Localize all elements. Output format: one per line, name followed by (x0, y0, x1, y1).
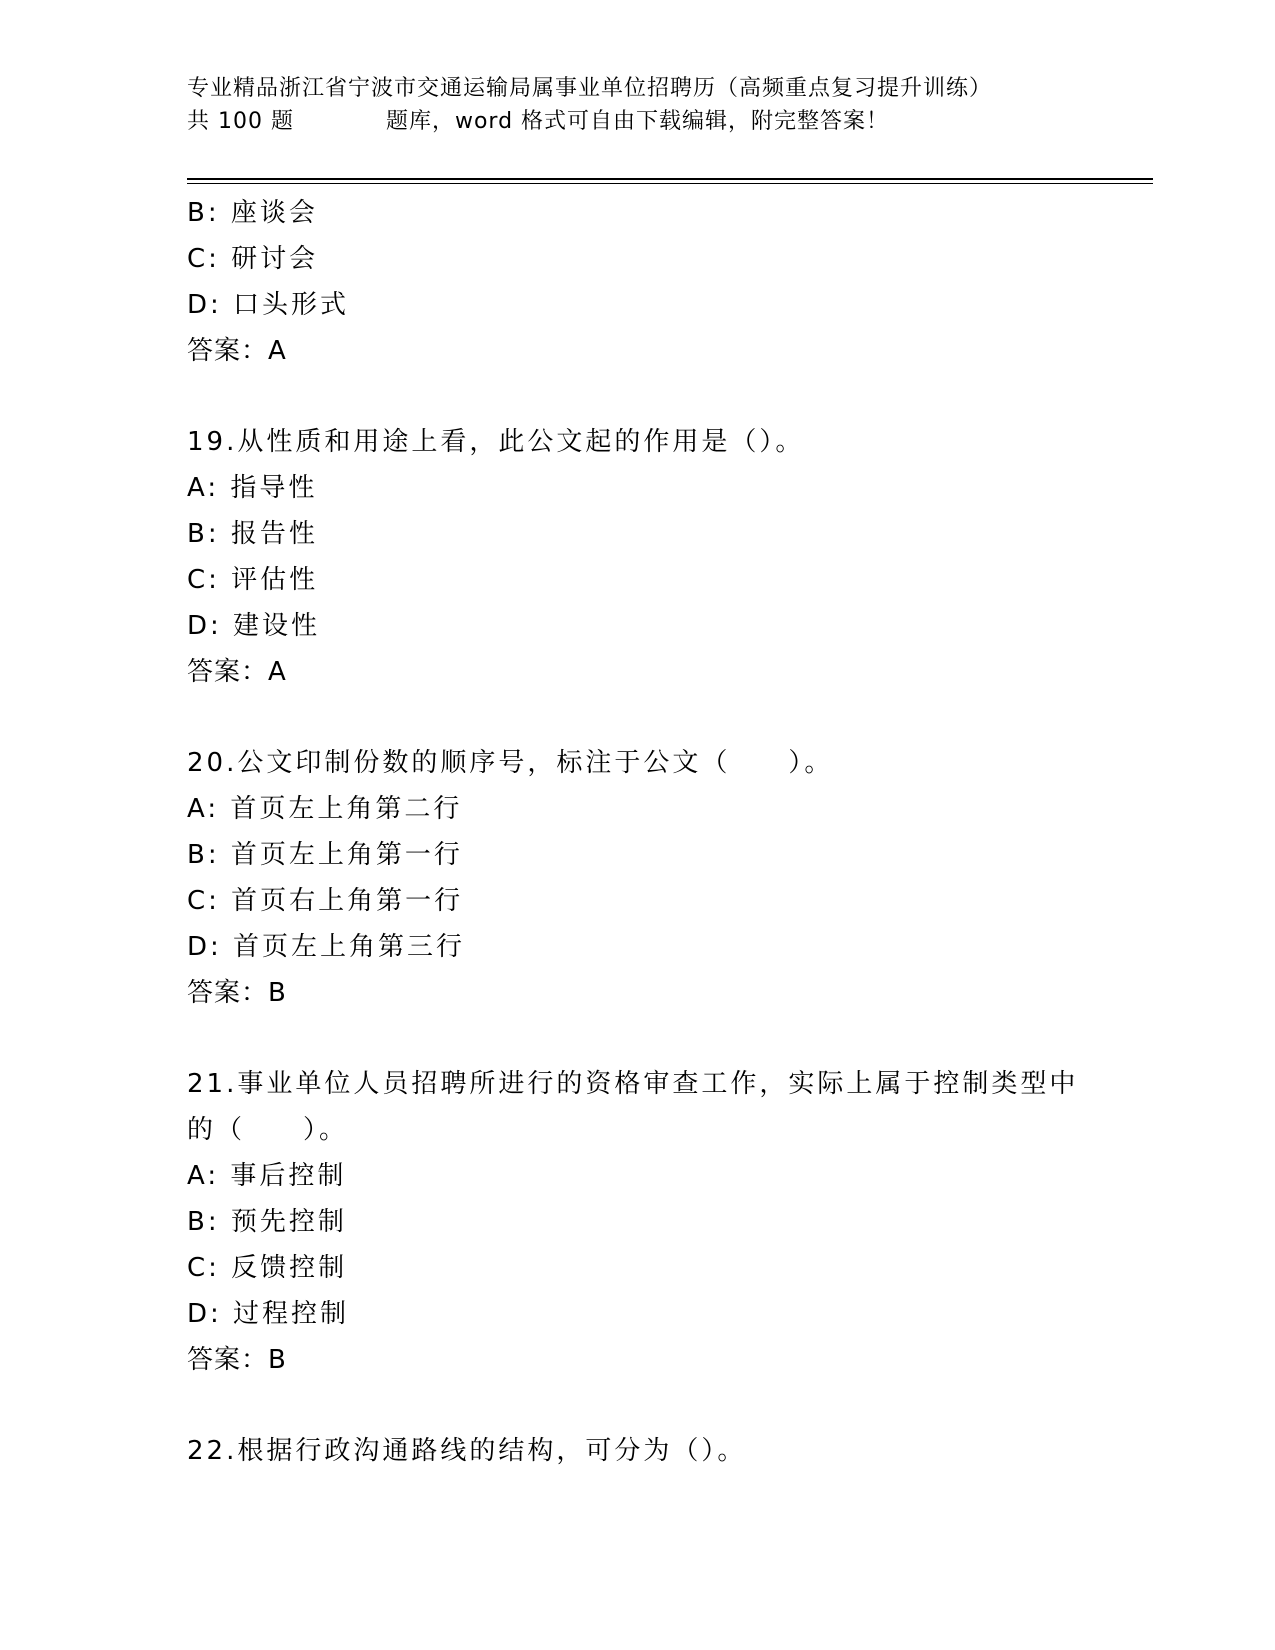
spacer (187, 374, 1087, 419)
option-d: D: 首页左上角第三行 (187, 932, 466, 962)
question-text: 20.公文印制份数的顺序号，标注于公文（ ）。 (187, 748, 834, 778)
option-a: A: 事后控制 (187, 1161, 347, 1191)
option-a: A: 指导性 (187, 473, 318, 503)
option-b: B: 报告性 (187, 519, 318, 549)
option-d: D: 建设性 (187, 611, 321, 641)
option-a: A: 首页左上角第二行 (187, 794, 463, 824)
question-list (187, 190, 1087, 1474)
option-c: C: 评估性 (187, 565, 319, 595)
question-block-20 (187, 740, 1087, 1016)
question-text: 19.从性质和用途上看，此公文起的作用是（）。 (187, 427, 805, 457)
question-block-21 (187, 1061, 1087, 1383)
question-block-18 (187, 190, 1087, 374)
option-c: C: 首页右上角第一行 (187, 886, 464, 916)
option-b: B: 座谈会 (187, 198, 318, 228)
question-block-22 (187, 1428, 1087, 1474)
header-divider-thin (187, 183, 1153, 184)
header-title-line: 专业精品浙江省宁波市交通运输局属事业单位招聘历（高频重点复习提升训练） (187, 76, 993, 101)
question-text: 22.根据行政沟通路线的结构，可分为（）。 (187, 1436, 747, 1466)
header-subtitle-line: 共 100 题 题库，word 格式可自由下载编辑，附完整答案！ (187, 109, 890, 134)
document-header (187, 72, 1087, 138)
spacer (187, 695, 1087, 740)
spacer (187, 1016, 1087, 1061)
question-text-continued: 的（ ）。 (187, 1115, 349, 1145)
option-d: D: 口头形式 (187, 290, 350, 320)
option-b: B: 预先控制 (187, 1207, 347, 1237)
answer-line: 答案：B (187, 1345, 287, 1375)
question-text: 21.事业单位人员招聘所进行的资格审查工作，实际上属于控制类型中 (187, 1069, 1079, 1099)
option-b: B: 首页左上角第一行 (187, 840, 463, 870)
option-d: D: 过程控制 (187, 1299, 350, 1329)
answer-line: 答案：A (187, 657, 287, 687)
answer-line: 答案：A (187, 336, 287, 366)
question-block-19 (187, 419, 1087, 695)
spacer (187, 1383, 1087, 1428)
option-c: C: 研讨会 (187, 244, 319, 274)
answer-line: 答案：B (187, 978, 287, 1008)
option-c: C: 反馈控制 (187, 1253, 348, 1283)
header-divider-thick (187, 178, 1153, 180)
